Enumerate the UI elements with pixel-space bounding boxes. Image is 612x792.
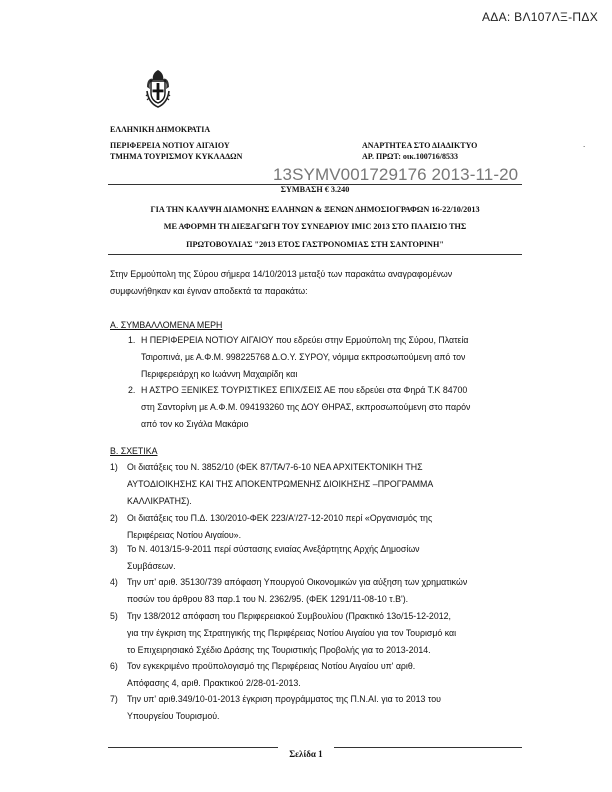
list-number: 7) (110, 694, 118, 704)
contract-title-line-4: ΠΡΩΤΟΒΟΥΛΙΑΣ "2013 ΕΤΟΣ ΓΑΣΤΡΟΝΟΜΙΑΣ ΣΤΗ ΣΑΝΤΟΡΙΝΗ" (186, 240, 444, 249)
issuer-block (110, 124, 242, 162)
diavgeia-stamp: 13SYMV001729176 2013-11-20 (273, 165, 519, 184)
list-line: από τον κο Σιγάλα Μακάριο (141, 419, 249, 429)
intro-line: Στην Ερμούπολη της Σύρου σήμερα 14/10/2013 μεταξύ των παρακάτω αναγραφομένων (110, 269, 453, 279)
section-a-heading: Α. ΣΥΜΒΑΛΛΟΜΕΝΑ ΜΕΡΗ (110, 320, 223, 330)
intro-paragraph (110, 266, 530, 300)
list-number: 1. (128, 335, 136, 345)
list-number: 6) (110, 661, 118, 671)
list-number: 3) (110, 544, 118, 554)
list-item (128, 332, 528, 383)
list-item (110, 510, 530, 544)
list-line: Το Ν. 4013/15-9-2011 περί σύστασης ενιαίας Ανεξάρτητης Αρχής Δημοσίων (127, 544, 420, 554)
list-item (110, 459, 530, 510)
list-number: 4) (110, 577, 118, 587)
margin-dot: . (583, 140, 586, 149)
intro-line: συμφωνήθηκαν και έγιναν αποδεκτά τα παρακάτω: (110, 286, 308, 296)
footer-rule-left (108, 747, 278, 748)
list-number: 5) (110, 611, 118, 621)
list-line: Υπουργείου Τουρισμού. (127, 711, 220, 721)
list-item (110, 574, 530, 608)
list-line: Οι διατάξεις του Π.Δ. 130/2010-ΦΕΚ 223/Α'/27-12-2010 περί «Οργανισμός της (127, 513, 433, 523)
region-label: ΠΕΡΙΦΕΡΕΙΑ ΝΟΤΙΟΥ ΑΙΓΑΙΟΥ (110, 141, 230, 150)
list-item (110, 541, 530, 575)
list-line: Την υπ' αριθ.349/10-01-2013 έγκριση προγράμματος της Π.Ν.ΑΙ. για το 2013 του (127, 694, 441, 704)
list-line: ΚΑΛΛΙΚΡΑΤΗΣ). (127, 496, 192, 506)
list-line: Περιφέρειας Νοτίου Αιγαίου». (127, 530, 242, 540)
list-number: 2. (128, 385, 136, 395)
list-line: Την 138/2012 απόφαση του Περιφερειακού Συμβουλίου (Πρακτικό 13ο/15-12-2012, (127, 611, 451, 621)
list-line: Απόφασης 4, αριθ. Πρακτικού 2/28-01-2013. (127, 678, 301, 688)
list-item (110, 691, 530, 725)
list-item (110, 608, 530, 659)
list-line: ΑΥΤΟΔΙΟΙΚΗΣΗΣ ΚΑΙ ΤΗΣ ΑΠΟΚΕΝΤΡΩΜΕΝΗΣ ΔΙΟΙΚΗΣΗΣ –ΠΡΟΓΡΑΜΜΑ (127, 479, 434, 489)
section-b-heading: Β. ΣΧΕΤΙΚΑ (110, 446, 158, 456)
page-number: Σελίδα 1 (289, 749, 323, 759)
posted-label: ΑΝΑΡΤΗΤΕΑ ΣΤΟ ΔΙΑΔΙΚΤΥΟ (362, 141, 478, 150)
contract-title-line-3: ΜΕ ΑΦΟΡΜΗ ΤΗ ΔΙΕΞΑΓΩΓΗ ΤΟΥ ΣΥΝΕΔΡΙΟΥ IMIC 2013 ΣΤΟ ΠΛΑΙΣΙΟ ΤΗΣ (163, 222, 467, 231)
list-line: Την υπ' αριθ. 35130/739 απόφαση Υπουργού Οικονομικών για αύξηση των χρηματικών (127, 577, 468, 587)
list-line: ποσών του άρθρου 83 παρ.1 του Ν. 2362/95. (ΦΕΚ 1291/11-08-10 τ.Β'). (127, 594, 409, 604)
republic-label: ΕΛΛΗΝΙΚΗ ΔΗΜΟΚΡΑΤΙΑ (110, 125, 211, 134)
ada-code: ΑΔΑ: ΒΛ107ΛΞ-ΠΔΧ (481, 10, 598, 24)
list-line: το Επιχειρησιακό Σχέδιο Δράσης της Τουριστικής Προβολής για το 2013-2014. (127, 645, 431, 655)
list-line: Η ΑΣΤΡΟ ΞΕΝΙΚΕΣ ΤΟΥΡΙΣΤΙΚΕΣ ΕΠΙΧ/ΣΕΙΣ ΑΕ που εδρεύει στα Φηρά Τ.Κ 84700 (141, 385, 468, 395)
list-item (110, 658, 530, 692)
title-bottom-rule (108, 254, 522, 255)
list-item (128, 382, 528, 433)
list-line: Οι διατάξεις του Ν. 3852/10 (ΦΕΚ 87/ΤΑ/7-6-10 ΝΕΑ ΑΡΧΙΤΕΚΤΟΝΙΚΗ ΤΗΣ (127, 462, 423, 472)
list-line: Τσιροπινά, με Α.Φ.Μ. 998225768 Δ.Ο.Υ. ΣΥΡΟΥ, νόμιμα εκπροσωπούμενη από τον (141, 352, 466, 362)
posting-block (362, 140, 477, 162)
list-line: Περιφερειάρχη κο Ιωάννη Μαχαιρίδη και (141, 369, 298, 379)
list-line: Η ΠΕΡΙΦΕΡΕΙΑ ΝΟΤΙΟΥ ΑΙΓΑΙΟΥ που εδρεύει στην Ερμούπολη της Σύρου, Πλατεία (141, 335, 469, 345)
footer-rule-right (334, 747, 522, 748)
list-line: στη Σαντορίνη με Α.Φ.Μ. 094193260 της ΔΟΥ ΘΗΡΑΣ, εκπροσωπούμενη στο παρόν (141, 402, 471, 412)
list-number: 2) (110, 513, 118, 523)
list-line: για την έγκριση της Στρατηγικής της Περιφέρειας Νοτίου Αιγαίου για τον Τουρισμό και (127, 628, 457, 638)
department-label: ΤΜΗΜΑ ΤΟΥΡΙΣΜΟΥ ΚΥΚΛΑΔΩΝ (110, 152, 243, 161)
list-line: Τον εγκεκριμένο προϋπολογισμό της Περιφέρειας Νοτίου Αιγαίου υπ' αριθ. (127, 661, 416, 671)
greek-coat-of-arms-icon (143, 67, 173, 109)
list-line: Συμβάσεων. (127, 561, 176, 571)
list-number: 1) (110, 462, 118, 472)
contract-title-amount: ΣΥΜΒΑΣΗ € 3.240 (280, 185, 350, 194)
contract-title-line-2: ΓΙΑ ΤΗΝ ΚΑΛΥΨΗ ΔΙΑΜΟΝΗΣ ΕΛΛΗΝΩΝ & ΞΕΝΩΝ ΔΗΜΟΣΙΟΓΡΑΦΩΝ 16-22/10/2013 (150, 205, 480, 214)
protocol-number: ΑΡ. ΠΡΩΤ: οικ.100716/8533 (362, 152, 459, 161)
